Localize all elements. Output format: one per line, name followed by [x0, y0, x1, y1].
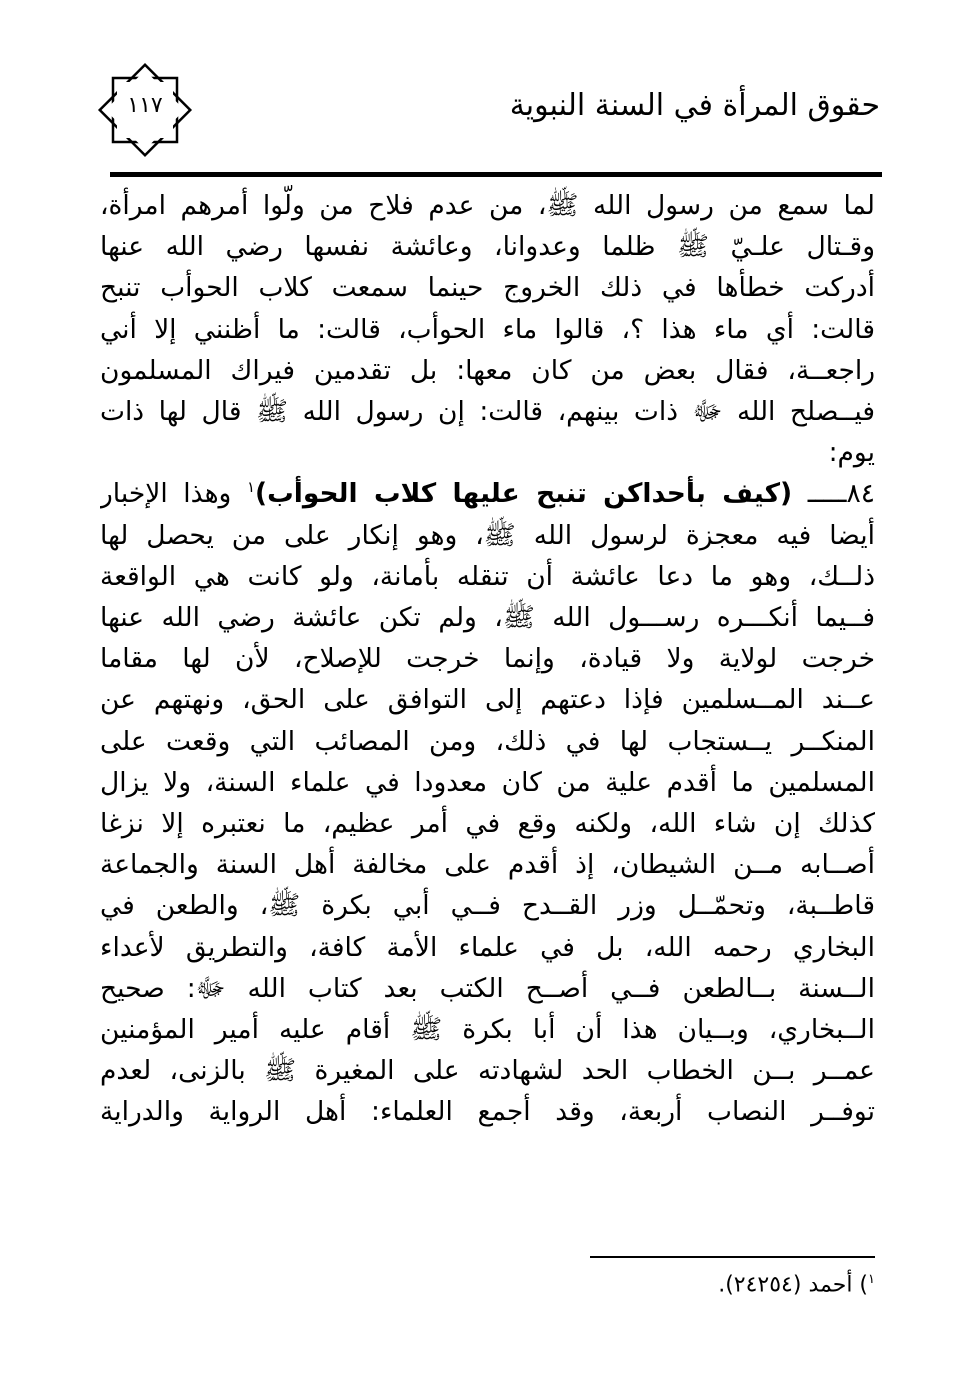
text-line: خرجت لولاية ولا قيادة، وإنما خرجت للإصلاح، لأن لها مقاما — [100, 643, 875, 675]
footnote-marker: ١ — [868, 1272, 875, 1287]
hadith-number: ٨٤ـــــ — [807, 478, 875, 510]
text-line: راجعــة، فقال بعض من كان معها: بل تقدمين فيراك المسلمون — [100, 354, 875, 386]
text-line: فيــصلح الله ﷻ ذات بينهم، قالت: إن رسول الله ﷺ قال لها ذات — [100, 396, 875, 428]
page-header — [95, 60, 880, 170]
text-line: الــبخاري، وبــيان هذا أن أبا بكرة ﷺ أقام عليه أمير المؤمنين — [100, 1014, 875, 1046]
text-line: المنكــر يــستجاب لها في ذلك، ومن المصائب التي وقعت على — [100, 725, 875, 757]
text-line: عــند المــسلمين فإذا دعتهم إلى التوافق على الحق، ونهتهم عن — [100, 684, 875, 716]
text-line: ذلــك، وهو ما دعا عائشة أن تنقله بأمانة، ولو كانت هي الواقعة — [100, 560, 875, 592]
page-number: ١١٧ — [127, 93, 163, 118]
footnote-rule — [590, 1256, 875, 1258]
text-line: أصــابه مــن الشيطان، إذ أقدم على مخالفة أهل السنة والجماعة — [100, 849, 875, 881]
text-line: كذلك إن شاء الله، ولكنه وقع في أمر عظيم، ما نعتبره إلا نزغا — [100, 808, 875, 840]
text-line: فــيما أنكـــره رســـول الله ﷺ، ولم تكن عائشة رضي الله عنها — [100, 602, 875, 634]
running-title: حقوق المرأة في السنة النبوية — [509, 88, 880, 123]
text-line: أيضا فيه معجزة لرسول الله ﷺ، وهو إنكار على من يحصل لها — [100, 519, 875, 551]
text-line: عمــر بــن الخطاب الحد لشهادته على المغيرة ﷺ بالزنى، لعدم — [100, 1055, 875, 1087]
footnote-text: ) أحمد (٢٤٢٥٤). — [718, 1272, 869, 1298]
hadith-quote: (كيف بأحداكن تنبح عليها كلاب الحوأب) — [255, 478, 793, 510]
text-line: المسلمين ما أقدم علية من كان معدودا في علماء السنة، ولا يزال — [100, 766, 875, 798]
body-text — [100, 185, 875, 1133]
text-line: قالت: أي ماء هذا ؟، قالوا ماء الحوأب، قالت: ما أظنني إلا أني — [100, 313, 875, 345]
text-line: يوم: — [828, 437, 875, 469]
text-line: قاطــبة، وتحمّــل وزر القــدح فــي أبي بكرة ﷺ، والطعن في — [100, 890, 875, 922]
text-line: وقـتال علـيّ ﷺ ظلما وعدوانا، وعائشة نفسها رضي الله عنها — [100, 231, 875, 263]
text-line: لما سمع من رسول الله ﷺ، من عدم فلاح من ولّوا أمرهم امرأة، — [100, 190, 875, 221]
hadith-line-rest: وهذا الإخبار — [100, 478, 232, 510]
text-line: أدركت خطأها في ذلك الخروج حينما سمعت كلاب الحوأب تنبح — [100, 272, 875, 304]
text-line: الــسنة بــالطعن فــي أصــح الكتب بعد كتاب الله ﷻ: صحيح — [100, 972, 875, 1004]
text-line: توفــر النصاب أربعة، وقد أجمع العلماء: أهل الرواية والدراية — [100, 1096, 875, 1128]
text-line: البخاري رحمه الله، بل في علماء الأمة كافة، والتطريق لأعداء — [100, 931, 875, 963]
footnote — [718, 1272, 875, 1297]
footnote-reference: ١ — [246, 478, 256, 497]
header-rule — [110, 172, 882, 177]
page-number-badge — [95, 60, 195, 160]
hadith-line — [100, 473, 875, 514]
